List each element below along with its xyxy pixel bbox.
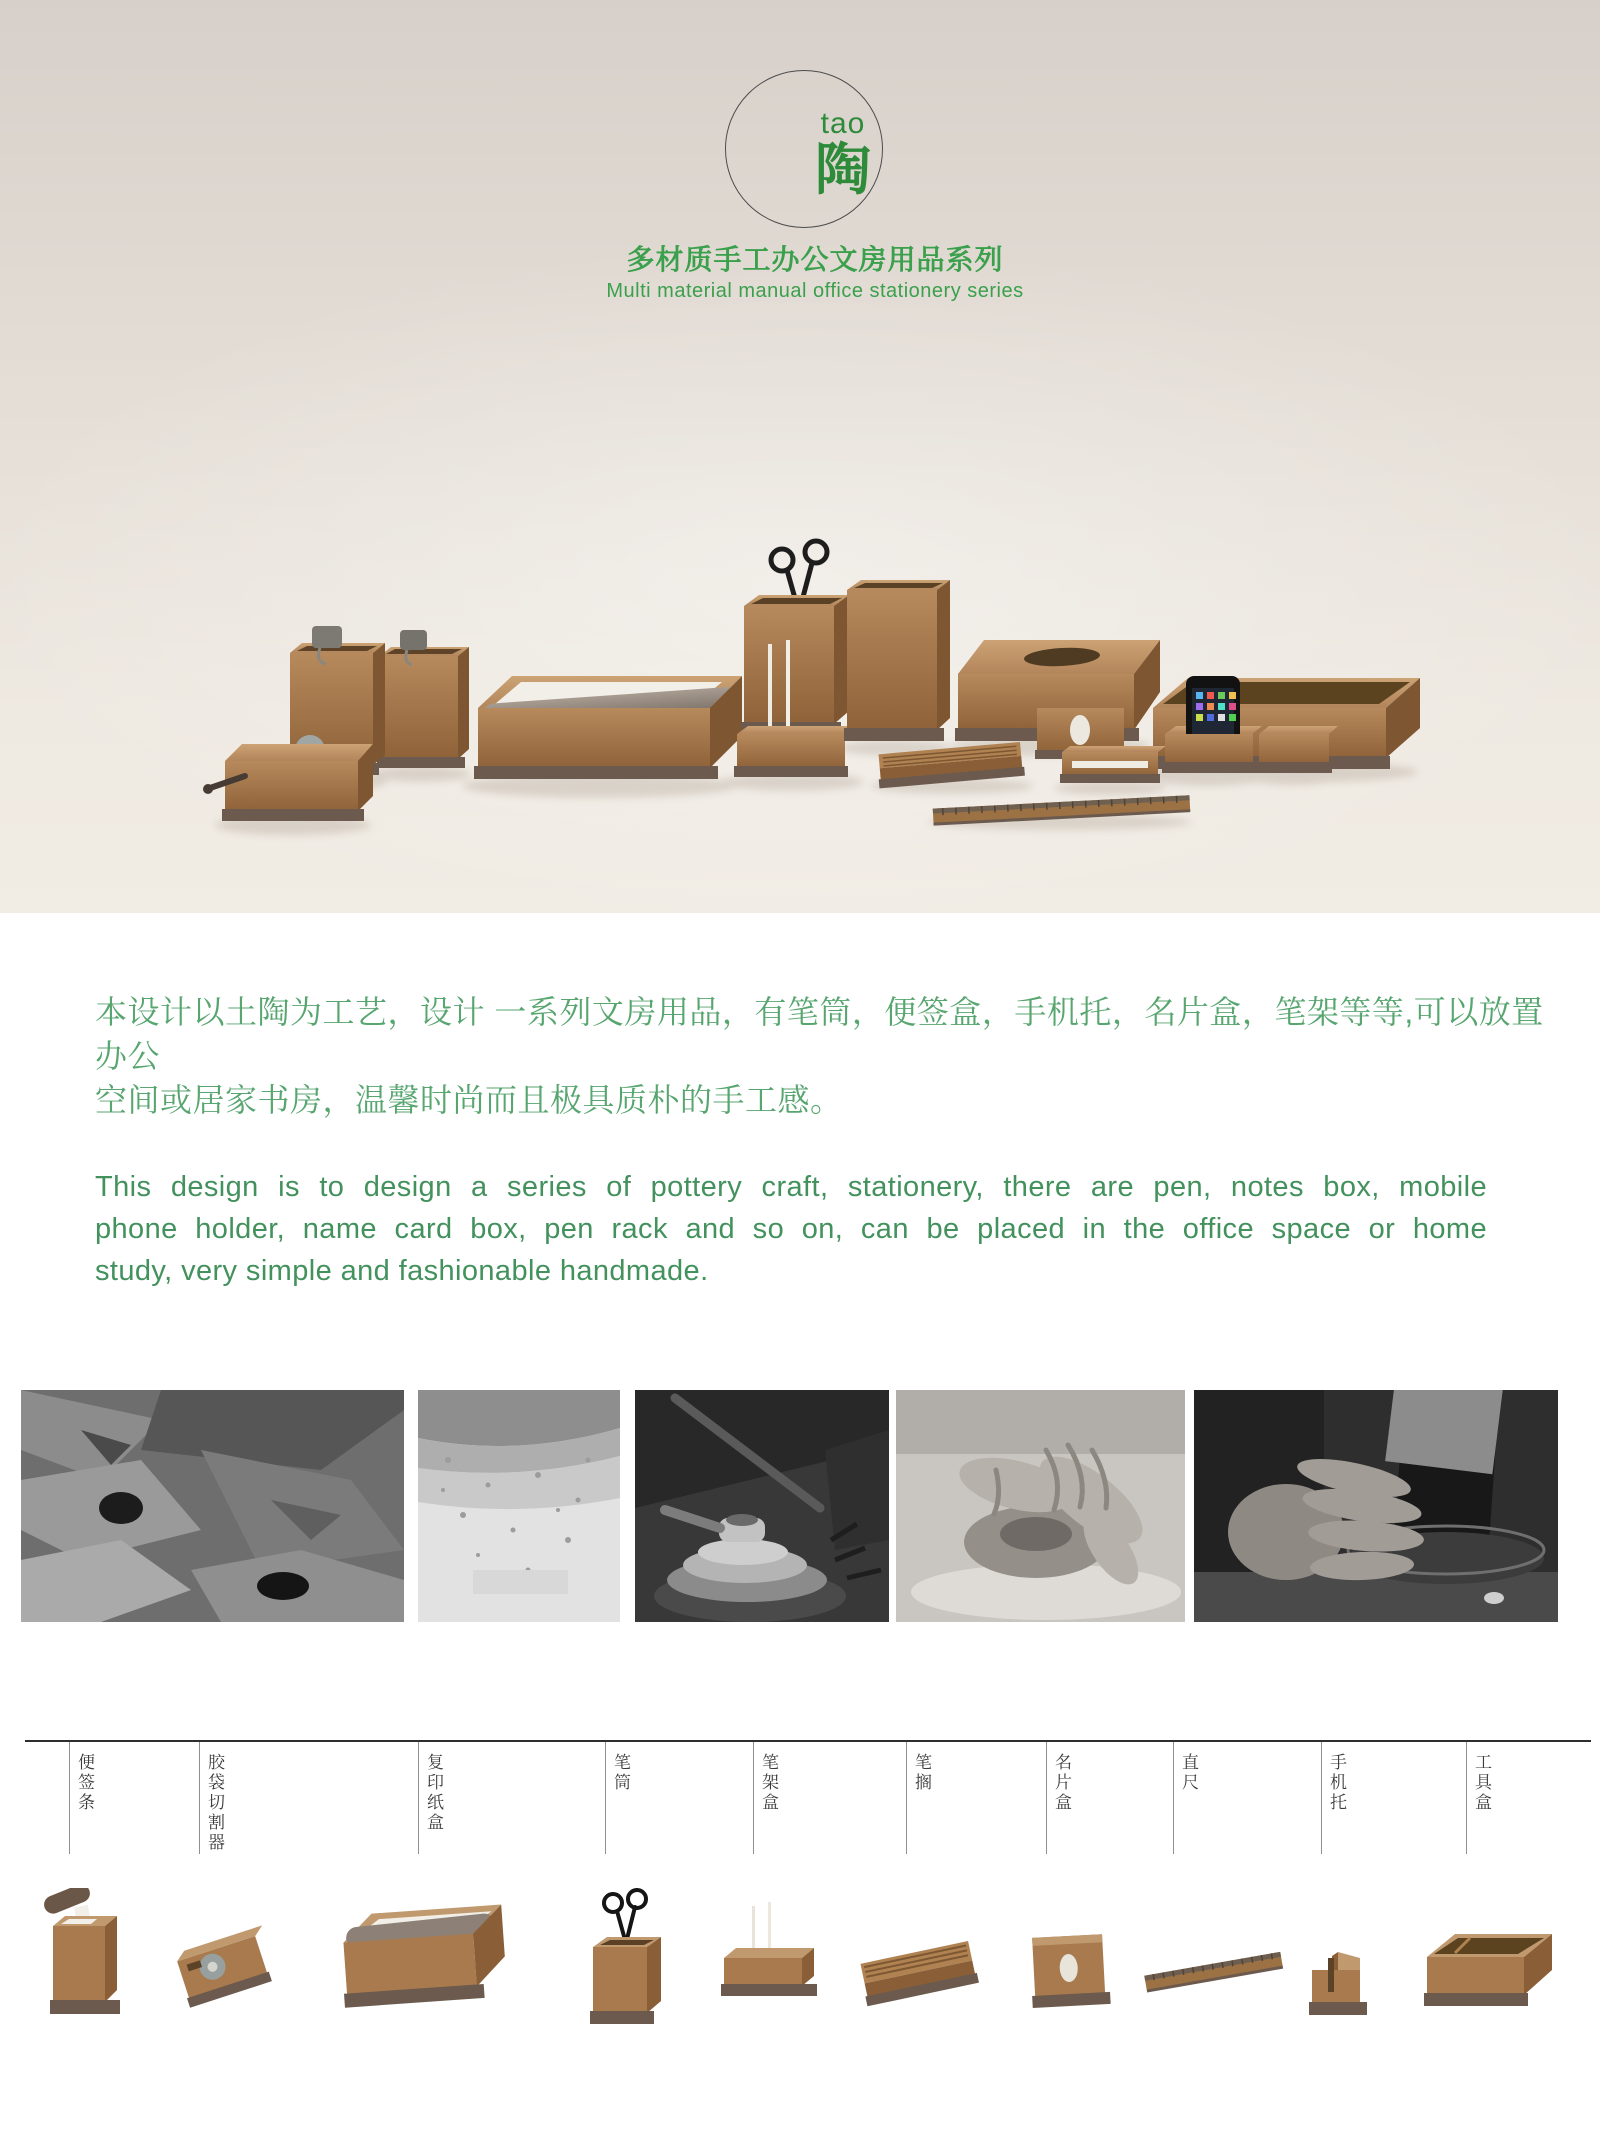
pen-rack-box-thumb bbox=[712, 1898, 827, 2013]
catalog-column-line bbox=[605, 1742, 606, 1854]
catalog-label-pen-rack-box: 笔架盒 bbox=[759, 1753, 778, 1813]
catalog-label-pen-rest: 笔搁 bbox=[912, 1753, 931, 1793]
catalog-label-note-strip: 便签条 bbox=[75, 1753, 94, 1813]
pottery-wheel-photo bbox=[635, 1390, 889, 1622]
note-strip-dispenser-thumb bbox=[35, 1888, 135, 2033]
small-block-box bbox=[1256, 726, 1338, 773]
name-card-box-thumb bbox=[1022, 1928, 1117, 2023]
catalog-divider-rule bbox=[25, 1740, 1591, 1742]
catalog-column-line bbox=[753, 1742, 754, 1854]
tape-dispenser-thumb bbox=[172, 1918, 277, 2018]
card-slot-box bbox=[1060, 746, 1166, 783]
hero-section bbox=[0, 0, 1600, 913]
catalog-label-tape-cutter: 胶袋切割器 bbox=[205, 1753, 224, 1853]
pen-cup-with-scissors bbox=[741, 541, 849, 735]
intro-paragraph-chinese bbox=[95, 990, 1555, 1122]
tool-box-thumb bbox=[1415, 1922, 1565, 2022]
intro-cn-line-1: 本设计以土陶为工艺，设计 一系列文房用品，有笔筒，便签盒，手机托，名片盒，笔架等等,可以放置办公 bbox=[95, 994, 1544, 1074]
pen-holder-thumb bbox=[565, 1885, 680, 2037]
clip-box-2 bbox=[377, 630, 469, 768]
intro-en-line-3: study, very simple and fashionable handmade. bbox=[95, 1255, 709, 1287]
catalog-label-copy-paper-box: 复印纸盒 bbox=[424, 1753, 443, 1833]
ruler-thumb bbox=[1140, 1932, 1290, 2017]
phone-holder-thumb bbox=[1298, 1942, 1383, 2030]
clay-quarry-photo bbox=[21, 1390, 404, 1622]
copy-paper-tray bbox=[474, 676, 743, 779]
logo-latin-text: tao bbox=[820, 107, 866, 140]
page-subtitle: Multi material manual office stationery series bbox=[606, 280, 1024, 302]
polishing-pottery-photo bbox=[1194, 1390, 1558, 1622]
catalog-column-line bbox=[1321, 1742, 1322, 1854]
catalog-label-pen-holder: 笔筒 bbox=[611, 1753, 630, 1793]
intro-paragraph-english bbox=[95, 1166, 1487, 1292]
intro-en-line-1: This design is to design a series of pottery craft, stationery, there are pen, notes box, mobile bbox=[95, 1171, 1487, 1203]
catalog-column-line bbox=[906, 1742, 907, 1854]
catalog-label-name-card-box: 名片盒 bbox=[1052, 1753, 1071, 1813]
catalog-column-line bbox=[418, 1742, 419, 1854]
catalog-label-ruler: 直尺 bbox=[1179, 1753, 1198, 1793]
intro-en-line-2: phone holder, name card box, pen rack and so on, can be placed in the office space or home bbox=[95, 1213, 1487, 1245]
catalog-column-line bbox=[69, 1742, 70, 1854]
catalog-column-line bbox=[1046, 1742, 1047, 1854]
catalog-column-line bbox=[199, 1742, 200, 1854]
copy-paper-tray-thumb bbox=[330, 1892, 520, 2037]
intro-cn-line-2: 空间或居家书房，温馨时尚而且极具质朴的手工感。 bbox=[95, 1082, 843, 1118]
pen-rest-thumb bbox=[848, 1922, 988, 2022]
tall-pen-holder bbox=[844, 580, 950, 741]
tape-dispenser bbox=[203, 735, 373, 821]
catalog-label-phone-holder: 手机托 bbox=[1327, 1753, 1346, 1813]
logo-cjk-character: 陶 bbox=[815, 140, 871, 202]
catalog-label-tool-box: 工具盒 bbox=[1472, 1753, 1491, 1813]
stationery-set-hero-image bbox=[0, 378, 1600, 913]
catalog-column-line bbox=[1466, 1742, 1467, 1854]
clay-texture-photo bbox=[418, 1390, 620, 1622]
hands-shaping-clay-photo bbox=[896, 1390, 1185, 1622]
page-title: 多材质手工办公文房用品系列 bbox=[626, 244, 1004, 275]
catalog-column-line bbox=[1173, 1742, 1174, 1854]
